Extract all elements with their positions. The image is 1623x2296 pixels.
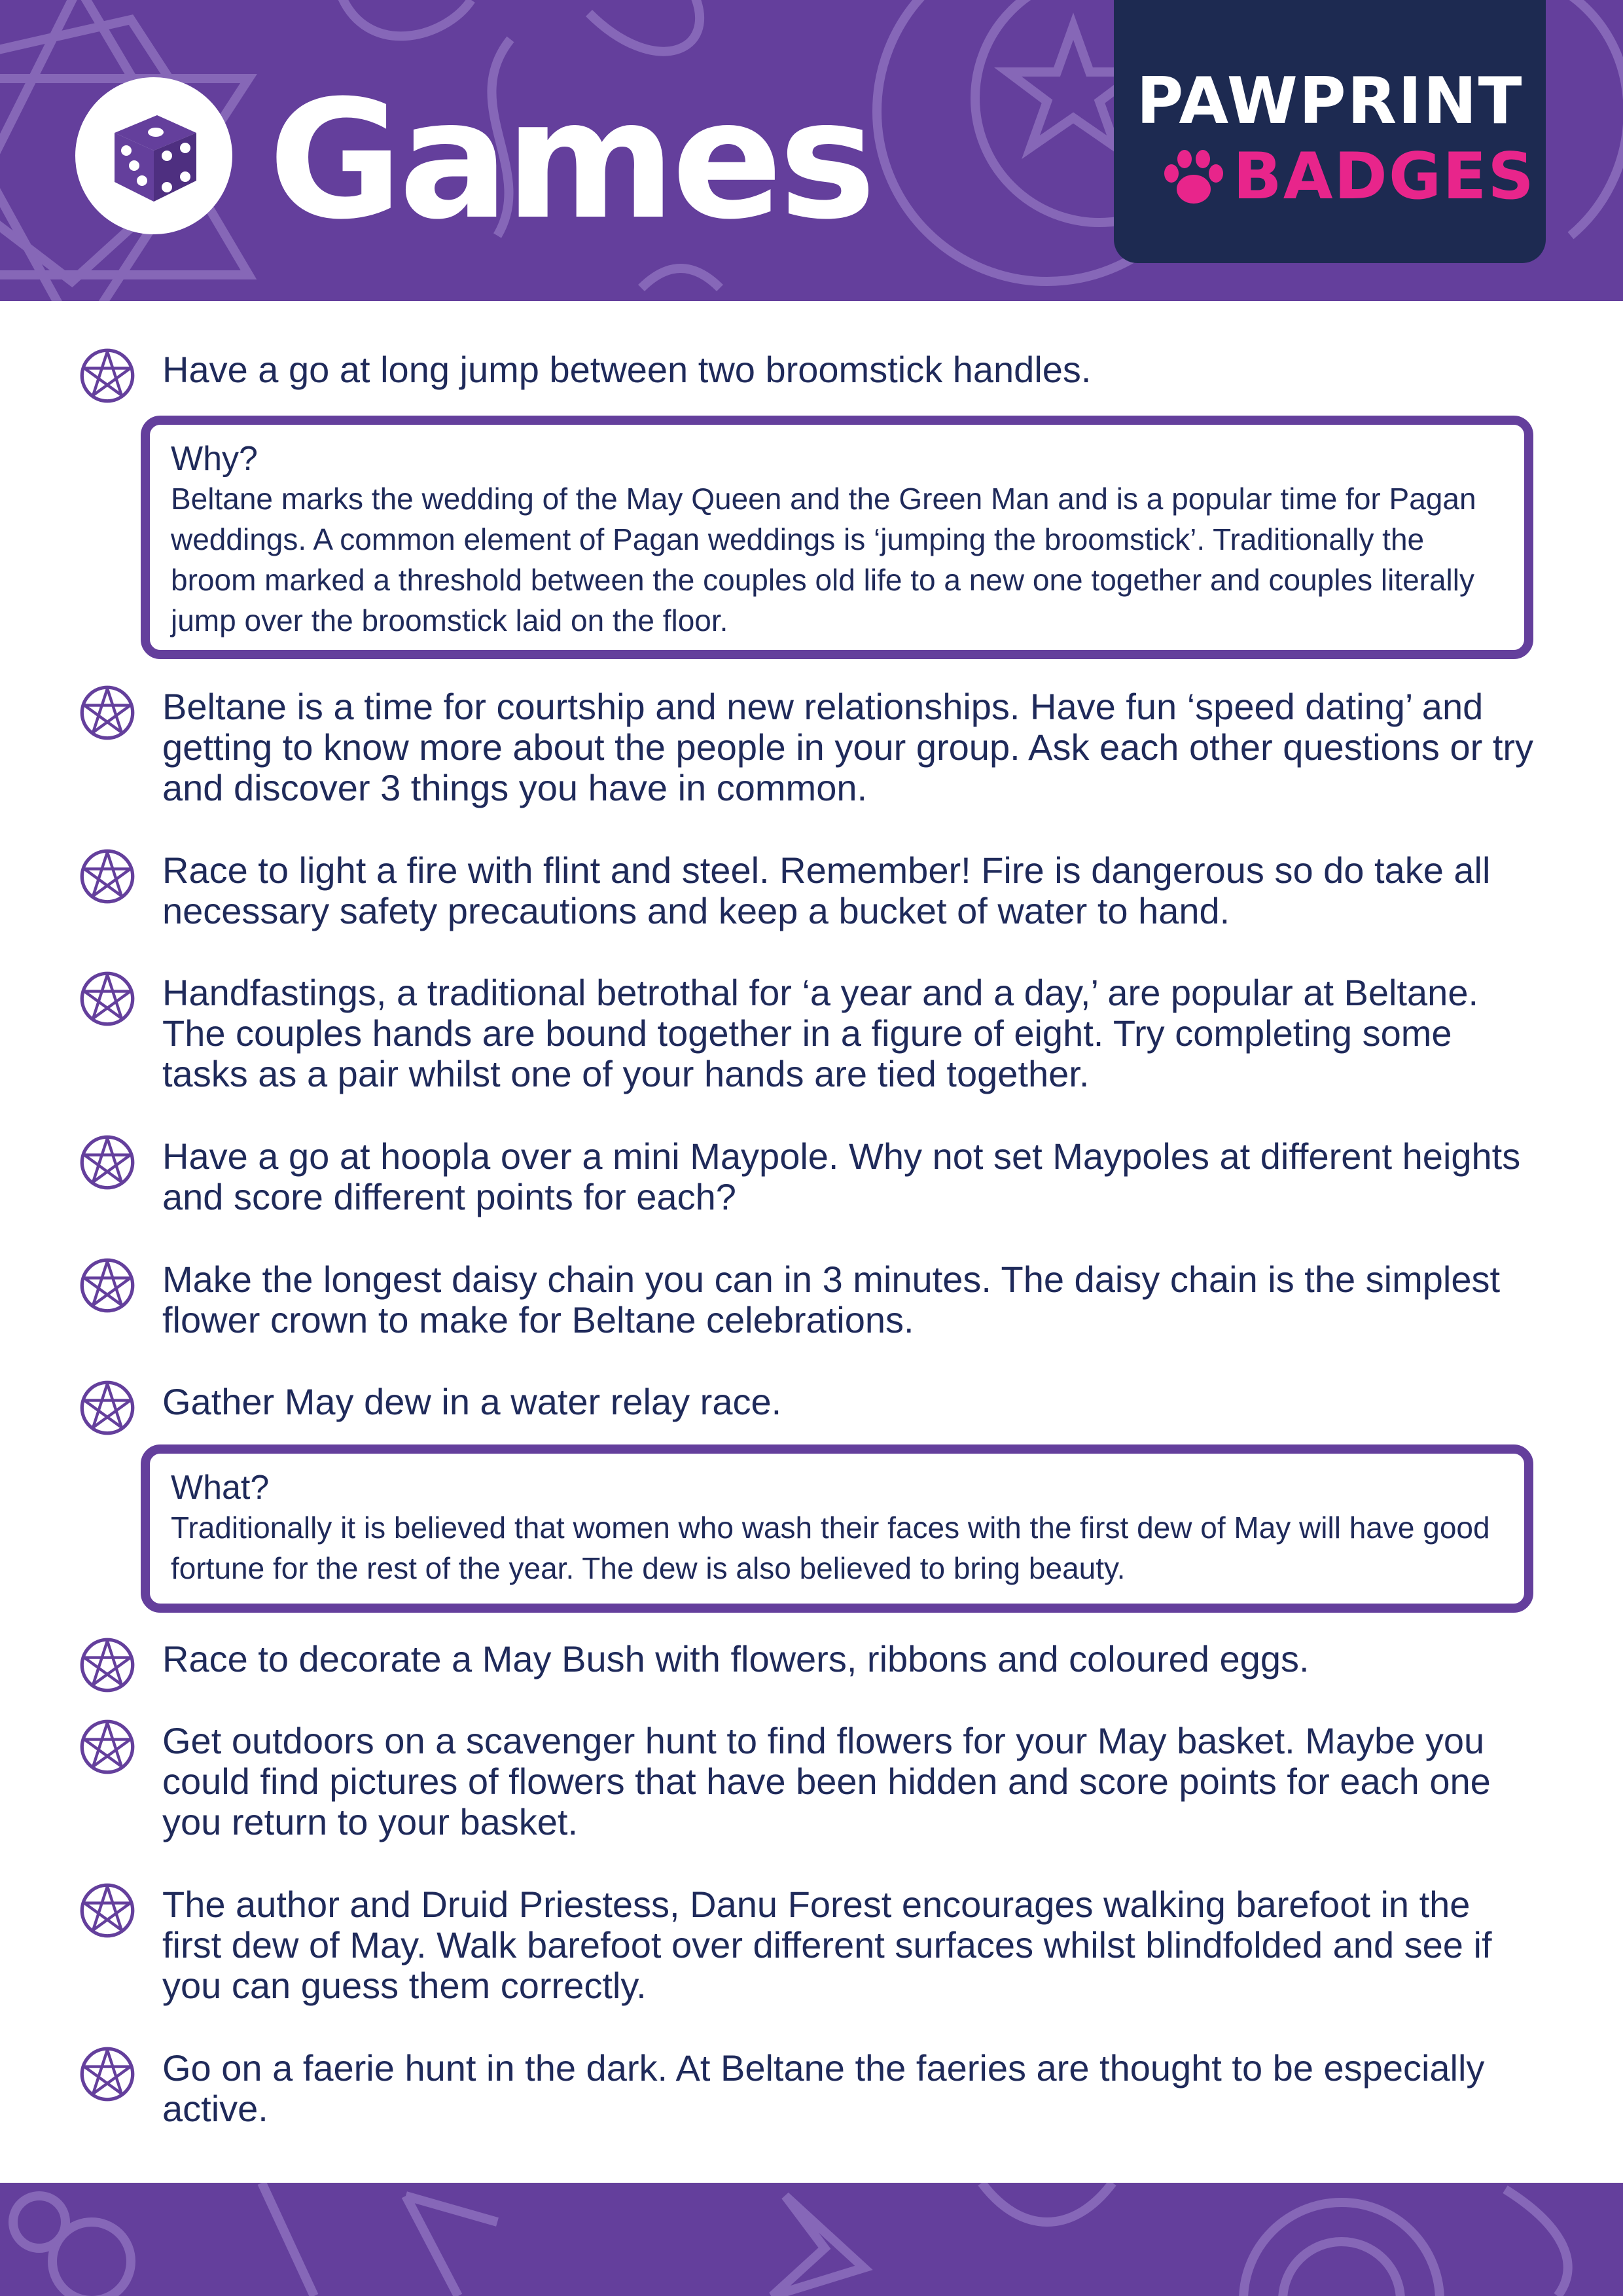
item-text: Beltane is a time for courtship and new relationships. Have fun ‘speed dating’ and getting to know more about the people in your group. Ask each other questions or try and discover 3 things you have in common. <box>162 686 1534 808</box>
page-footer <box>0 2183 1623 2296</box>
pentacle-icon <box>79 1134 136 1191</box>
pentacle-icon <box>79 1636 136 1694</box>
info-box-body: Beltane marks the wedding of the May Queen and the Green Man and is a popular time for Pagan weddings. A common element of Pagan weddings is ‘jumping the broomstick’. Traditionally the broom marked a threshold between the couples old life to a new one together and couples literally jump over the broomstick laid on the floor. <box>171 482 1476 637</box>
pentacle-icon <box>79 2045 136 2103</box>
info-box-heading: What? <box>171 1469 270 1507</box>
pentacle-icon <box>79 1379 136 1437</box>
info-box-body: Traditionally it is believed that women who wash their faces with the first dew of May will have good fortune for the rest of the year. The dew is also believed to bring beauty. <box>171 1511 1490 1585</box>
pentacle-icon <box>79 1257 136 1314</box>
pentacle-icon <box>79 970 136 1028</box>
page-title: Games <box>268 65 872 255</box>
item-text: Handfastings, a traditional betrothal for ‘a year and a day,’ are popular at Beltane. The couples hands are bound together in a figure of eight. Try completing some tasks as a pair whilst one of your hands are tied together. <box>162 972 1479 1094</box>
info-box-heading: Why? <box>171 440 258 478</box>
item-text: The author and Druid Priestess, Danu Forest encourages walking barefoot in the first dew of May. Walk barefoot over different surfaces whilst blindfolded and see if you can guess them correctly. <box>162 1884 1492 2006</box>
pentacle-icon <box>79 1882 136 1939</box>
item-text: Gather May dew in a water relay race. <box>162 1381 782 1422</box>
item-text: Have a go at hoopla over a mini Maypole. Why not set Maypoles at different heights and score different points for each? <box>162 1136 1521 1217</box>
item-text: Race to light a fire with flint and steel. Remember! Fire is dangerous so do take all necessary safety precautions and keep a bucket of water to hand. <box>162 850 1491 931</box>
pentacle-icon <box>79 848 136 905</box>
brand-name-bottom: BADGES <box>1233 139 1535 214</box>
dice-badge <box>75 77 232 234</box>
dice-icon <box>101 103 206 208</box>
item-text: Get outdoors on a scavenger hunt to find flowers for your May basket. Maybe you could find pictures of flowers that have been hidden and score points for each one you return to your basket. <box>162 1720 1491 1842</box>
brand-name-top: PAWPRINT <box>1136 64 1524 139</box>
brand-row <box>1161 139 1535 214</box>
item-text: Go on a faerie hunt in the dark. At Beltane the faeries are thought to be especially active. <box>162 2047 1485 2129</box>
pentacle-icon <box>79 684 136 742</box>
info-box-what <box>141 1444 1533 1613</box>
pentacle-icon <box>79 347 136 404</box>
page-header <box>0 0 1623 301</box>
brand-logo <box>1114 0 1546 263</box>
paw-icon <box>1161 149 1226 207</box>
item-text: Race to decorate a May Bush with flowers, ribbons and coloured eggs. <box>162 1638 1310 1679</box>
pentacle-icon <box>79 1718 136 1776</box>
item-text: Make the longest daisy chain you can in 3 minutes. The daisy chain is the simplest flower crown to make for Beltane celebrations. <box>162 1259 1501 1340</box>
background-pattern <box>0 2183 1623 2296</box>
item-text: Have a go at long jump between two broomstick handles. <box>162 349 1092 390</box>
info-box-why <box>141 416 1533 659</box>
